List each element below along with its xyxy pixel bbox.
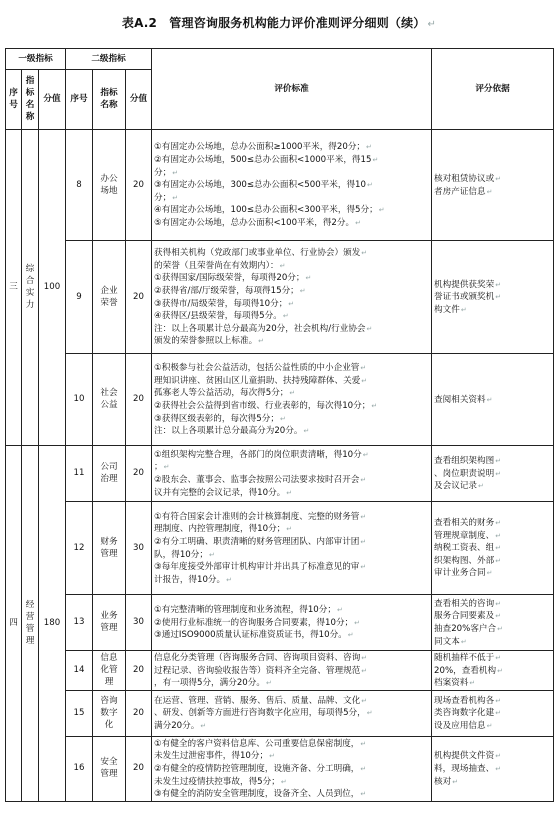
row-seq: 10 [66, 354, 93, 446]
row-basis [432, 502, 554, 595]
standard-line: 孤寡老人等公益活动，每次得5分；↵ [154, 388, 296, 399]
header-l2-name: 指标名称 [93, 70, 126, 130]
paragraph-mark-icon: ↵ [360, 364, 367, 373]
row-seq: 8 [66, 130, 93, 241]
row-seq: 15 [66, 690, 93, 736]
header-standard: 评价标准 [152, 49, 432, 130]
paragraph-mark-icon: ↵ [361, 666, 368, 675]
standard-line: ④获得区/县级荣誉，每项得5分。↵ [154, 311, 289, 322]
table-body [6, 130, 554, 802]
group-name [22, 446, 39, 802]
paragraph-mark-icon: ↵ [495, 469, 502, 478]
paragraph-mark-icon: ↵ [495, 519, 502, 528]
standard-line: ④有固定办公场地，100≤总办公面积<300平米，得5分；↵ [154, 205, 385, 216]
row-seq: 12 [66, 502, 93, 595]
vertical-label: 安全管理 [100, 757, 118, 780]
row-name [93, 595, 126, 651]
scoring-table [5, 48, 554, 802]
vertical-label: 社会公益 [100, 388, 118, 411]
standard-line: ①积极参与社会公益活动，包括公益性质的中小企业管↵ [154, 363, 367, 374]
row-basis [432, 354, 554, 446]
basis-line: 查阅相关资料↵ [434, 394, 493, 405]
paragraph-mark-icon: ↵ [279, 261, 286, 270]
standard-line: ①有完整清晰的管理制度和业务流程，得10分；↵ [154, 605, 343, 616]
basis-line: 审计业务合同↵ [434, 568, 493, 579]
table-row [6, 354, 554, 446]
paragraph-mark-icon: ↵ [265, 679, 272, 688]
paragraph-mark-icon: ↵ [360, 739, 367, 748]
row-standard [152, 130, 432, 241]
group-seq: 四 [6, 446, 22, 802]
basis-line: 类咨询数字化建↵ [434, 708, 502, 719]
paragraph-mark-icon: ↵ [366, 709, 373, 718]
table-row [6, 651, 554, 691]
table-title-text: 表A.2 管理咨询服务机构能力评价准则评分细则（续） [121, 16, 426, 30]
standard-line: 理制度、内控管理制度，得10分；↵ [154, 524, 293, 535]
paragraph-mark-icon: ↵ [372, 156, 379, 165]
standard-line: 的荣誉（且荣誉尚在有效期内）：↵ [154, 260, 286, 271]
standard-line: 获得相关机构（党政部门或事业单位、行业协会）颁发↵ [154, 248, 368, 259]
vertical-label: 企业荣誉 [100, 285, 118, 308]
paragraph-mark-icon: ↵ [495, 612, 502, 621]
paragraph-mark-icon: ↵ [289, 389, 296, 398]
paragraph-mark-icon: ↵ [354, 618, 361, 627]
basis-line: 核对↵ [434, 776, 459, 787]
paragraph-mark-icon: ↵ [279, 414, 286, 423]
basis-line: 织架构图、外部↵ [434, 555, 502, 566]
basis-line: 抽查20%客户合↵ [434, 624, 503, 634]
paragraph-mark-icon: ↵ [478, 482, 484, 491]
standard-line: ①组织架构完整合理，各部门的岗位职责清晰，得10分↵ [154, 449, 369, 460]
row-standard [152, 690, 432, 736]
basis-line: 机构提供文件资↵ [434, 751, 502, 762]
row-basis [432, 651, 554, 691]
standard-line: ①有健全的客户资料信息库、公司重要信息保密制度，↵ [154, 738, 367, 749]
standard-line: ②有健全的疫情防控管理制度，设施齐备、分工明确，↵ [154, 763, 367, 774]
standard-line: ②获得社会公益得到省市级、行业表彰的，每次得10分；↵ [154, 401, 378, 411]
vertical-label: 咨询数字化 [100, 695, 118, 730]
standard-line: ③获得市/局级荣誉，每项得10分；↵ [154, 298, 295, 309]
group-score: 100 [39, 130, 66, 446]
vertical-label: 办公场地 [100, 173, 118, 196]
group-score: 180 [39, 446, 66, 802]
header-l1-name: 指标名称 [22, 70, 39, 130]
paragraph-mark-icon: ↵ [366, 143, 372, 152]
header-level1: 一级指标 [6, 49, 66, 70]
table-row [6, 736, 554, 801]
paragraph-mark-icon: ↵ [269, 752, 275, 761]
paragraph-mark-icon: ↵ [361, 654, 368, 662]
paragraph-mark-icon: ↵ [361, 249, 368, 258]
standard-line: ②股东会、董事会、监事会按照公司法要求按时召开会↵ [154, 475, 367, 485]
standard-line: ⑤有固定办公场地，总办公面积<100平米，得2分。↵ [154, 217, 361, 228]
basis-line: 纳税工资表、组↵ [434, 543, 502, 554]
basis-line: 随机抽样不低于↵ [434, 653, 502, 663]
row-score: 20 [126, 651, 152, 691]
paragraph-mark-icon: ↵ [360, 764, 367, 773]
row-name [93, 354, 126, 446]
row-score: 20 [126, 446, 152, 502]
standard-line: ③有固定办公场地，300≤总办公面积<500平米，得10↵ [154, 180, 373, 191]
standard-line: ③每年度接受外部审计机构审计并出具了标准意见的审↵ [154, 562, 367, 573]
paragraph-mark-icon: ↵ [360, 790, 367, 799]
standard-line: 在运营、管理、营销、服务、售后、质量、品牌、文化↵ [154, 695, 368, 706]
standard-line: ①获得国家/国际级荣誉，每项得20分；↵ [154, 273, 312, 284]
row-name [93, 690, 126, 736]
standard-line: 满分20分。↵ [154, 721, 207, 732]
paragraph-mark-icon: ↵ [495, 764, 502, 773]
paragraph-mark-icon: ↵ [282, 312, 289, 321]
paragraph-mark-icon: ↵ [495, 654, 502, 662]
standard-line: 注：以上各项累计总分最高为20分，社会机构/行业协会↵ [154, 323, 373, 334]
paragraph-mark-icon: ↵ [495, 457, 502, 466]
standard-line: 计报告，得10分。↵ [154, 574, 232, 585]
standard-line: ，有一项得5分，满分20分。↵ [154, 678, 272, 689]
row-score: 20 [126, 354, 152, 446]
paragraph-mark-icon: ↵ [200, 722, 207, 731]
paragraph-mark-icon: ↵ [355, 218, 361, 227]
paragraph-mark-icon: ↵ [486, 569, 493, 578]
row-name [93, 651, 126, 691]
header-row-level [6, 49, 554, 70]
table-title [0, 14, 558, 31]
paragraph-mark-icon: ↵ [286, 488, 293, 497]
group-seq: 三 [6, 130, 22, 446]
paragraph-mark-icon: ↵ [497, 625, 503, 633]
standard-line: 过程记录、咨询验收报告等）资料齐全完备、管理规范↵ [154, 665, 368, 676]
paragraph-mark-icon: ↵ [163, 463, 170, 472]
paragraph-mark-icon: ↵ [303, 427, 310, 436]
paragraph-mark-icon: ↵ [347, 631, 354, 640]
paragraph-mark-icon: ↵ [360, 512, 367, 521]
vertical-label: 综合实力 [25, 264, 35, 311]
paragraph-mark-icon: ↵ [360, 537, 367, 546]
row-score: 30 [126, 502, 152, 595]
standard-line: ②有分工明确、职责清晰的财务管理团队、内部审计团↵ [154, 536, 367, 547]
paragraph-mark-icon: ↵ [495, 752, 502, 761]
table-row [6, 595, 554, 651]
paragraph-mark-icon: ↵ [280, 777, 287, 786]
row-score: 20 [126, 130, 152, 241]
header-l1-seq: 序号 [6, 70, 22, 130]
paragraph-mark-icon: ↵ [299, 286, 306, 295]
paragraph-mark-icon: ↵ [305, 274, 312, 283]
row-basis [432, 241, 554, 354]
standard-line: 未发生过泄密事件，得10分；↵ [154, 751, 275, 762]
row-seq: 14 [66, 651, 93, 691]
paragraph-mark-icon: ↵ [486, 187, 493, 196]
paragraph-mark-icon: ↵ [361, 696, 368, 705]
paragraph-mark-icon: ↵ [495, 599, 502, 608]
header-l2-score: 分值 [126, 70, 152, 130]
standard-line: 注：以上各项累计总分最高分为20分。↵ [154, 426, 310, 437]
row-name [93, 446, 126, 502]
standard-line: 未发生过疫情扶控事故，得5分；↵ [154, 776, 287, 787]
standard-line: ③有健全的消防安全管理制度，设备齐全、人员到位，↵ [154, 789, 367, 800]
row-seq: 16 [66, 736, 93, 801]
basis-line: 料，现场抽查、↵ [434, 763, 502, 774]
vertical-label: 公司治理 [100, 462, 118, 485]
row-basis [432, 736, 554, 801]
standard-line: ③获得区级表彰的，每次得5分；↵ [154, 413, 286, 424]
basis-line: 核对租赁协议或↵ [434, 173, 502, 184]
paragraph-mark-icon: ↵ [208, 550, 215, 559]
vertical-label: 财务管理 [100, 536, 118, 559]
header-basis: 评分依据 [432, 49, 554, 130]
row-basis [432, 690, 554, 736]
row-standard [152, 736, 432, 801]
basis-line: 查看相关的财务↵ [434, 518, 502, 529]
paragraph-mark-icon: ↵ [371, 402, 378, 410]
standard-line: ①有固定办公场地，总办公面积≥1000平米，得20分；↵ [154, 142, 372, 153]
basis-line: 现场查看机构各↵ [434, 695, 502, 706]
paragraph-mark-icon: ↵ [495, 709, 502, 718]
standard-line: ②有固定办公场地，500≤总办公面积<1000平米，得15↵ [154, 155, 379, 166]
paragraph-mark-icon: ↵ [286, 525, 293, 534]
table-row [6, 130, 554, 241]
basis-line: 服务合同要素及↵ [434, 611, 502, 622]
row-standard [152, 502, 432, 595]
group-name [22, 130, 39, 446]
paragraph-mark-icon: ↵ [427, 19, 437, 30]
standard-line: 分；↵ [154, 167, 179, 178]
standard-line: 议并有完整的会议记录，得10分。↵ [154, 487, 293, 498]
row-seq: 9 [66, 241, 93, 354]
row-name [93, 130, 126, 241]
row-score: 20 [126, 690, 152, 736]
standard-line: 分；↵ [154, 192, 179, 203]
standard-line: 信息化分类管理（咨询服务合同、咨询项目资料、咨询↵ [154, 653, 368, 663]
paragraph-mark-icon: ↵ [258, 337, 265, 346]
row-name [93, 241, 126, 354]
row-standard [152, 241, 432, 354]
standard-line: 颁发的荣誉参照以上标准。↵ [154, 336, 265, 347]
row-standard [152, 651, 432, 691]
paragraph-mark-icon: ↵ [226, 575, 232, 584]
row-score: 20 [126, 241, 152, 354]
vertical-label: 业务管理 [100, 611, 118, 634]
paragraph-mark-icon: ↵ [172, 168, 179, 177]
row-name [93, 736, 126, 801]
paragraph-mark-icon: ↵ [336, 606, 343, 615]
header-l1-score: 分值 [39, 70, 66, 130]
row-score: 20 [126, 736, 152, 801]
basis-line: 查看相关的咨询↵ [434, 598, 502, 609]
paragraph-mark-icon: ↵ [497, 666, 503, 675]
paragraph-mark-icon: ↵ [495, 531, 502, 540]
row-standard [152, 595, 432, 651]
paragraph-mark-icon: ↵ [460, 637, 467, 646]
paragraph-mark-icon: ↵ [460, 305, 467, 314]
standard-line: ；↵ [154, 462, 170, 473]
header-level2: 二级指标 [66, 49, 152, 70]
basis-line: 及会议记录↵ [434, 481, 484, 492]
paragraph-mark-icon: ↵ [366, 324, 373, 333]
basis-line: 查看组织架构图↵ [434, 456, 502, 467]
standard-line: ②使用行业标准统一的咨询服务合同要素，得10分；↵ [154, 617, 361, 628]
vertical-label: 经营管理 [25, 600, 35, 647]
standard-line: 、研发、创新等方面进行咨询数字化应用，每项得5分，↵ [154, 708, 373, 719]
paragraph-mark-icon: ↵ [495, 280, 502, 289]
paragraph-mark-icon: ↵ [495, 174, 502, 183]
basis-line: 、岗位职责说明↵ [434, 468, 502, 479]
paragraph-mark-icon: ↵ [360, 563, 367, 572]
basis-line: 构文件↵ [434, 304, 467, 315]
basis-line: 誉证书或颁奖机↵ [434, 292, 502, 303]
row-name [93, 502, 126, 595]
row-seq: 13 [66, 595, 93, 651]
standard-line: ②获得省/部/厅级荣誉，每项得15分；↵ [154, 285, 306, 296]
row-standard [152, 446, 432, 502]
paragraph-mark-icon: ↵ [495, 293, 502, 302]
paragraph-mark-icon: ↵ [486, 395, 493, 404]
paragraph-mark-icon: ↵ [495, 544, 502, 553]
standard-line: 队，得10分；↵ [154, 549, 215, 560]
table-row [6, 241, 554, 354]
row-standard [152, 354, 432, 446]
paragraph-mark-icon: ↵ [361, 376, 368, 385]
standard-line: ①有符合国家会计准则的会计核算制度、完整的财务管↵ [154, 511, 367, 522]
paragraph-mark-icon: ↵ [366, 181, 373, 190]
header-l2-seq: 序号 [66, 70, 93, 130]
table-row [6, 502, 554, 595]
basis-line: 档案资料↵ [434, 678, 476, 689]
paragraph-mark-icon: ↵ [378, 206, 385, 215]
row-score: 30 [126, 595, 152, 651]
table-row [6, 446, 554, 502]
paragraph-mark-icon: ↵ [172, 193, 179, 202]
row-basis [432, 446, 554, 502]
row-basis [432, 130, 554, 241]
standard-line: 理知识讲座、贫困山区儿童捐助、扶持残障群体、关爱↵ [154, 375, 368, 386]
paragraph-mark-icon: ↵ [360, 476, 367, 484]
paragraph-mark-icon: ↵ [362, 450, 369, 459]
paragraph-mark-icon: ↵ [452, 777, 459, 786]
basis-line: 者房产证信息↵ [434, 186, 493, 197]
paragraph-mark-icon: ↵ [469, 679, 476, 688]
paragraph-mark-icon: ↵ [288, 299, 295, 308]
row-seq: 11 [66, 446, 93, 502]
basis-line: 20%，查看机构↵ [434, 665, 503, 676]
standard-line: ③通过ISO9000质量认证标准资质证书，得10分。↵ [154, 630, 354, 641]
basis-line: 管理规章制度、↵ [434, 530, 502, 541]
vertical-label: 信息化管理 [100, 653, 118, 688]
basis-line: 同文本↵ [434, 636, 467, 647]
paragraph-mark-icon: ↵ [495, 556, 502, 565]
table-row [6, 690, 554, 736]
row-basis [432, 595, 554, 651]
paragraph-mark-icon: ↵ [495, 696, 502, 705]
basis-line: 机构提供获奖荣↵ [434, 279, 502, 290]
paragraph-mark-icon: ↵ [486, 722, 493, 731]
basis-line: 设及应用信息↵ [434, 721, 493, 732]
